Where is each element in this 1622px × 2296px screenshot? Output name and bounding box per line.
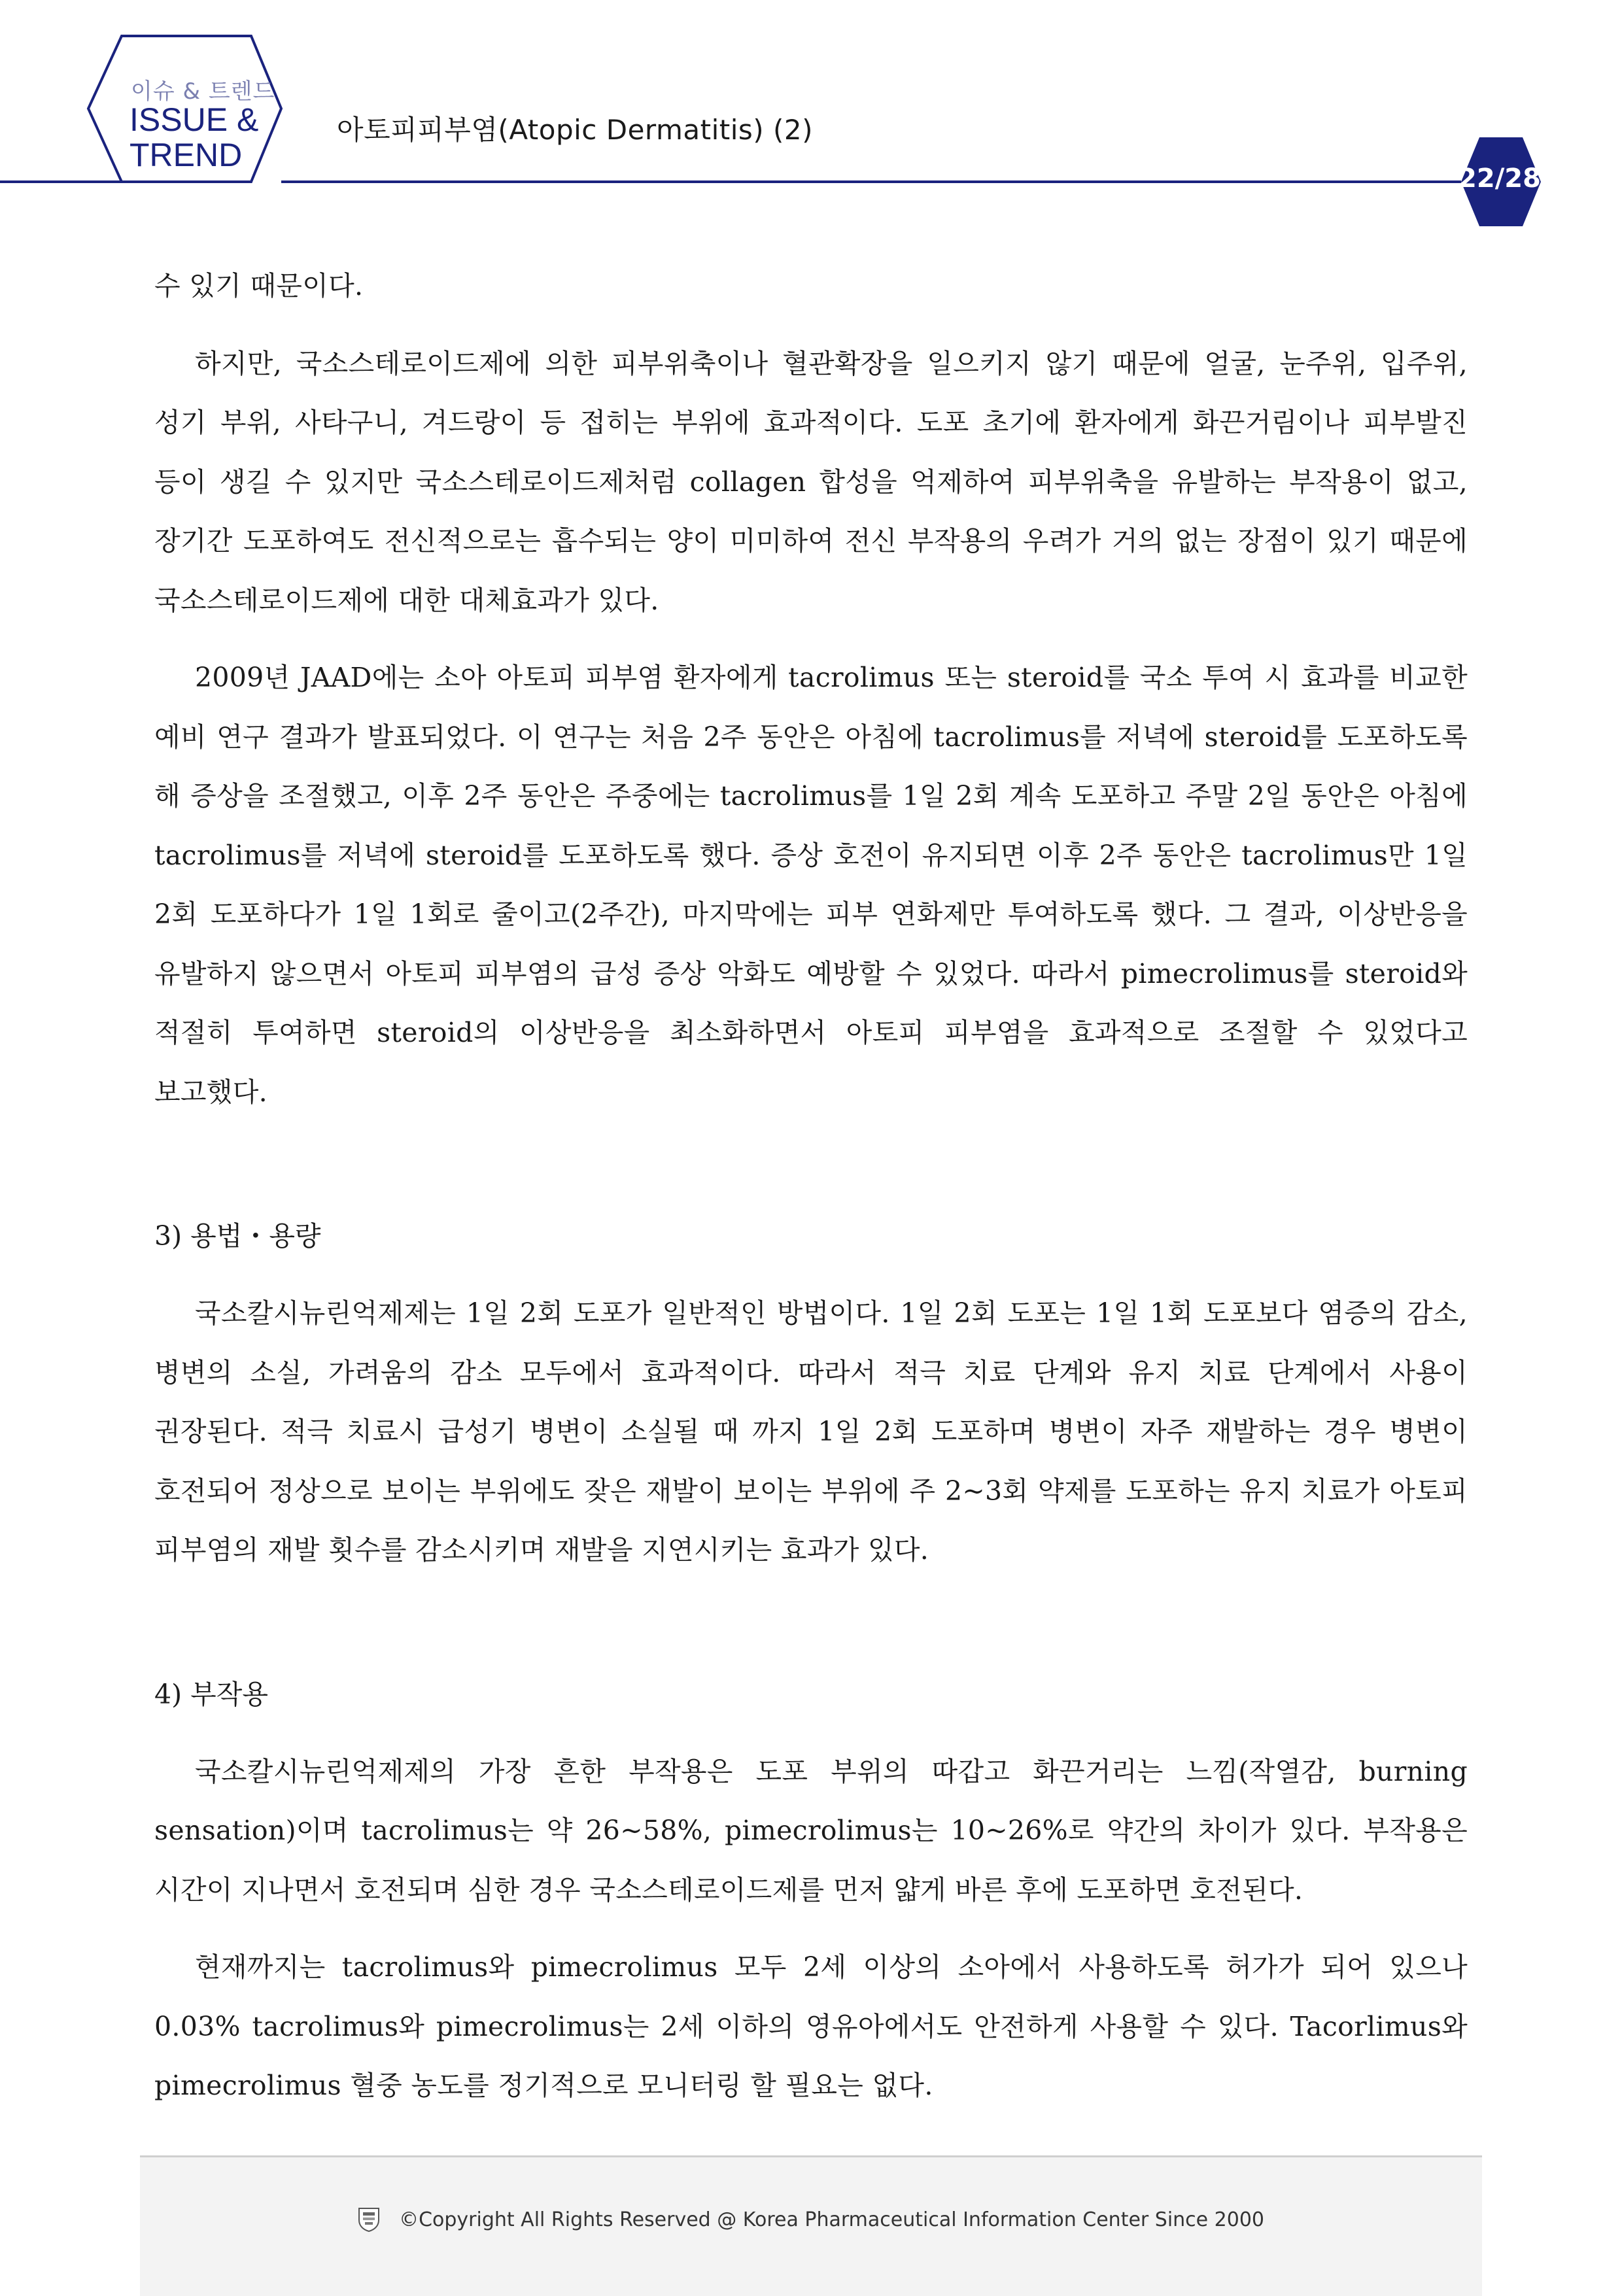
section-heading-side-effects: 4) 부작용	[154, 1678, 268, 1710]
page-number: 22/28	[1458, 163, 1541, 194]
page-footer	[140, 2155, 1482, 2296]
copyright-text: ©Copyright All Rights Reserved @ Korea Pharmaceutical Information Center Since 2000	[399, 2208, 1265, 2231]
document-title: 아토피피부염(Atopic Dermatitis) (2)	[337, 114, 813, 146]
paragraph-continuation: 수 있기 때문이다.	[154, 270, 364, 301]
paragraph-side-effects: 국소칼시뉴린억제제의 가장 흔한 부작용은 도포 부위의 따갑고 화끈거리는 느낌(작열감, burning sensation)이며 tacrolimus는 약 26~58%, pimecrolimus는 10~26%로 약간의 차이가 있다. 부작용은 시간이 지나면서 호전되며 심한 경우 국소스테로이드제를 먼저 얇게 바른 후에 도포하면 호전된다.	[154, 1755, 1468, 1906]
issue-tag-line2: TREND	[129, 137, 243, 173]
kpic-shield-icon	[358, 2207, 380, 2232]
paragraph-advantages: 하지만, 국소스테로이드제에 의한 피부위축이나 혈관확장을 일으키지 않기 때문에 얼굴, 눈주위, 입주위, 성기 부위, 사타구니, 겨드랑이 등 접히는 부위에 효과적이다. 도포 초기에 환자에게 화끈거림이나 피부발진 등이 생길 수 있지만 국소스테로이드제처럼 collagen 합성을 억제하여 피부위축을 유발하는 부작용이 없고, 장기간 도포하여도 전신적으로는 흡수되는 양이 미미하여 전신 부작용의 우려가 거의 없는 장점이 있기 때문에 국소스테로이드제에 대한 대체효과가 있다.	[154, 347, 1468, 616]
issue-tag-line1: ISSUE &	[129, 101, 259, 138]
paragraph-dosage: 국소칼시뉴린억제제는 1일 2회 도포가 일반적인 방법이다. 1일 2회 도포는 1일 1회 도포보다 염증의 감소, 병변의 소실, 가려움의 감소 모두에서 효과적이다. 따라서 적극 치료 단계와 유지 치료 단계에서 사용이 권장된다. 적극 치료시 급성기 병변이 소실될 때 까지 1일 2회 도포하며 병변이 자주 재발하는 경우 병변이 호전되어 정상으로 보이는 부위에도 잦은 재발이 보이는 부위에 주 2~3회 약제를 도포하는 유지 치료가 아토피 피부염의 재발 횟수를 감소시키며 재발을 지연시키는 효과가 있다.	[154, 1297, 1468, 1566]
paragraph-approval: 현재까지는 tacrolimus와 pimecrolimus 모두 2세 이상의 소아에서 사용하도록 허가가 되어 있으나 0.03% tacrolimus와 pimecrolimus는 2세 이하의 영유아에서도 안전하게 사용할 수 있다. Tacorlimus와 pimecrolimus 혈중 농도를 정기적으로 모니터링 할 필요는 없다.	[154, 1951, 1468, 2101]
article-body	[154, 256, 1468, 2116]
issue-tag-korean: 이슈 & 트렌드	[131, 78, 275, 105]
section-heading-dosage: 3) 용법・용량	[154, 1220, 321, 1252]
page-header	[0, 0, 1622, 235]
paragraph-jaad-study: 2009년 JAAD에는 소아 아토피 피부염 환자에게 tacrolimus 또는 steroid를 국소 투여 시 효과를 비교한 예비 연구 결과가 발표되었다. 이 연구는 처음 2주 동안은 아침에 tacrolimus를 저녁에 steroid를 도포하도록 해 증상을 조절했고, 이후 2주 동안은 주중에는 tacrolimus를 1일 2회 계속 도포하고 주말 2일 동안은 아침에 tacrolimus를 저녁에 steroid를 도포하도록 했다. 증상 호전이 유지되면 이후 2주 동안은 tacrolimus만 1일 2회 도포하다가 1일 1회로 줄이고(2주간), 마지막에는 피부 연화제만 투여하도록 했다. 그 결과, 이상반응을 유발하지 않으면서 아토피 피부염의 급성 증상 악화도 예방할 수 있었다. 따라서 pimecrolimus를 steroid와 적절히 투여하면 steroid의 이상반응을 최소화하면서 아토피 피부염을 효과적으로 조절할 수 있었다고 보고했다.	[154, 662, 1468, 1108]
